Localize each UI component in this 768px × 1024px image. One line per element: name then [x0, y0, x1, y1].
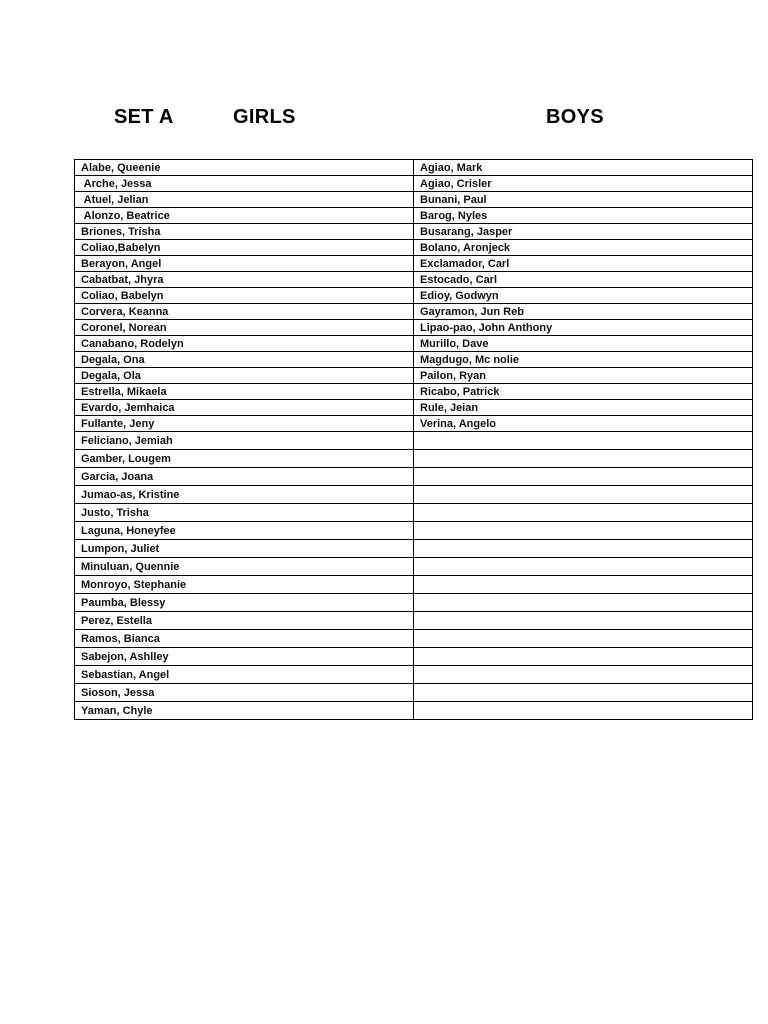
boy-name-cell: Bolano, Aronjeck — [414, 240, 753, 256]
girl-name-cell: Corvera, Keanna — [75, 304, 414, 320]
boy-name-cell — [414, 522, 753, 540]
table-row — [75, 522, 753, 540]
girl-name-cell: Gamber, Lougem — [75, 450, 414, 468]
table-row — [75, 224, 753, 240]
girls-heading: GIRLS — [233, 106, 296, 128]
set-label: SET A — [114, 106, 174, 128]
boy-name-cell: Edioy, Godwyn — [414, 288, 753, 304]
boy-name-cell — [414, 702, 753, 720]
girl-name-cell: Degala, Ona — [75, 352, 414, 368]
boy-name-cell — [414, 576, 753, 594]
boy-name-cell — [414, 450, 753, 468]
table-row — [75, 192, 753, 208]
table-row — [75, 540, 753, 558]
table-row — [75, 612, 753, 630]
table-row — [75, 416, 753, 432]
table-row — [75, 384, 753, 400]
table-row — [75, 256, 753, 272]
boy-name-cell: Bunani, Paul — [414, 192, 753, 208]
table-row — [75, 702, 753, 720]
boy-name-cell: Murillo, Dave — [414, 336, 753, 352]
table-row — [75, 160, 753, 176]
boy-name-cell: Ricabo, Patrick — [414, 384, 753, 400]
roster-body — [75, 160, 753, 720]
girl-name-cell: Laguna, Honeyfee — [75, 522, 414, 540]
boy-name-cell — [414, 558, 753, 576]
boy-name-cell — [414, 684, 753, 702]
boy-name-cell — [414, 594, 753, 612]
girl-name-cell: Berayon, Angel — [75, 256, 414, 272]
boys-heading: BOYS — [546, 106, 604, 128]
table-row — [75, 684, 753, 702]
table-row — [75, 450, 753, 468]
girl-name-cell: Jumao-as, Kristine — [75, 486, 414, 504]
table-row — [75, 468, 753, 486]
table-row — [75, 208, 753, 224]
girl-name-cell: Yaman, Chyle — [75, 702, 414, 720]
table-row — [75, 666, 753, 684]
girl-name-cell: Sioson, Jessa — [75, 684, 414, 702]
boy-name-cell — [414, 504, 753, 522]
girl-name-cell: Briones, Trisha — [75, 224, 414, 240]
table-row — [75, 594, 753, 612]
boy-name-cell — [414, 666, 753, 684]
girl-name-cell: Cabatbat, Jhyra — [75, 272, 414, 288]
boy-name-cell — [414, 540, 753, 558]
girl-name-cell: Fullante, Jeny — [75, 416, 414, 432]
boy-name-cell — [414, 486, 753, 504]
table-row — [75, 630, 753, 648]
table-row — [75, 288, 753, 304]
girl-name-cell: Ramos, Bianca — [75, 630, 414, 648]
boy-name-cell: Busarang, Jasper — [414, 224, 753, 240]
table-row — [75, 272, 753, 288]
table-row — [75, 486, 753, 504]
boy-name-cell — [414, 612, 753, 630]
boy-name-cell — [414, 648, 753, 666]
girl-name-cell: Coliao, Babelyn — [75, 288, 414, 304]
table-row — [75, 176, 753, 192]
table-row — [75, 576, 753, 594]
girl-name-cell: Atuel, Jelian — [75, 192, 414, 208]
boy-name-cell: Rule, Jeian — [414, 400, 753, 416]
girl-name-cell: Monroyo, Stephanie — [75, 576, 414, 594]
girl-name-cell: Minuluan, Quennie — [75, 558, 414, 576]
table-row — [75, 320, 753, 336]
girl-name-cell: Paumba, Blessy — [75, 594, 414, 612]
girl-name-cell: Garcia, Joana — [75, 468, 414, 486]
boy-name-cell: Verina, Angelo — [414, 416, 753, 432]
boy-name-cell: Magdugo, Mc nolie — [414, 352, 753, 368]
table-row — [75, 504, 753, 522]
girl-name-cell: Lumpon, Juliet — [75, 540, 414, 558]
table-row — [75, 558, 753, 576]
boy-name-cell: Gayramon, Jun Reb — [414, 304, 753, 320]
girl-name-cell: Alonzo, Beatrice — [75, 208, 414, 224]
boy-name-cell — [414, 468, 753, 486]
girl-name-cell: Sabejon, Ashlley — [75, 648, 414, 666]
boy-name-cell: Estocado, Carl — [414, 272, 753, 288]
girl-name-cell: Sebastian, Angel — [75, 666, 414, 684]
table-row — [75, 648, 753, 666]
girl-name-cell: Alabe, Queenie — [75, 160, 414, 176]
girl-name-cell: Degala, Ola — [75, 368, 414, 384]
boy-name-cell: Agiao, Crisler — [414, 176, 753, 192]
table-row — [75, 368, 753, 384]
boy-name-cell: Pailon, Ryan — [414, 368, 753, 384]
table-row — [75, 432, 753, 450]
roster-table — [74, 159, 753, 720]
girl-name-cell: Estrella, Mikaela — [75, 384, 414, 400]
girl-name-cell: Canabano, Rodelyn — [75, 336, 414, 352]
boy-name-cell: Exclamador, Carl — [414, 256, 753, 272]
girl-name-cell: Coronel, Norean — [75, 320, 414, 336]
table-row — [75, 336, 753, 352]
girl-name-cell: Arche, Jessa — [75, 176, 414, 192]
girl-name-cell: Evardo, Jemhaica — [75, 400, 414, 416]
girl-name-cell: Perez, Estella — [75, 612, 414, 630]
table-row — [75, 352, 753, 368]
boy-name-cell: Lipao-pao, John Anthony — [414, 320, 753, 336]
boy-name-cell: Barog, Nyles — [414, 208, 753, 224]
table-row — [75, 304, 753, 320]
girl-name-cell: Justo, Trisha — [75, 504, 414, 522]
boy-name-cell — [414, 630, 753, 648]
table-row — [75, 240, 753, 256]
girl-name-cell: Feliciano, Jemiah — [75, 432, 414, 450]
boy-name-cell — [414, 432, 753, 450]
table-row — [75, 400, 753, 416]
boy-name-cell: Agiao, Mark — [414, 160, 753, 176]
girl-name-cell: Coliao,Babelyn — [75, 240, 414, 256]
